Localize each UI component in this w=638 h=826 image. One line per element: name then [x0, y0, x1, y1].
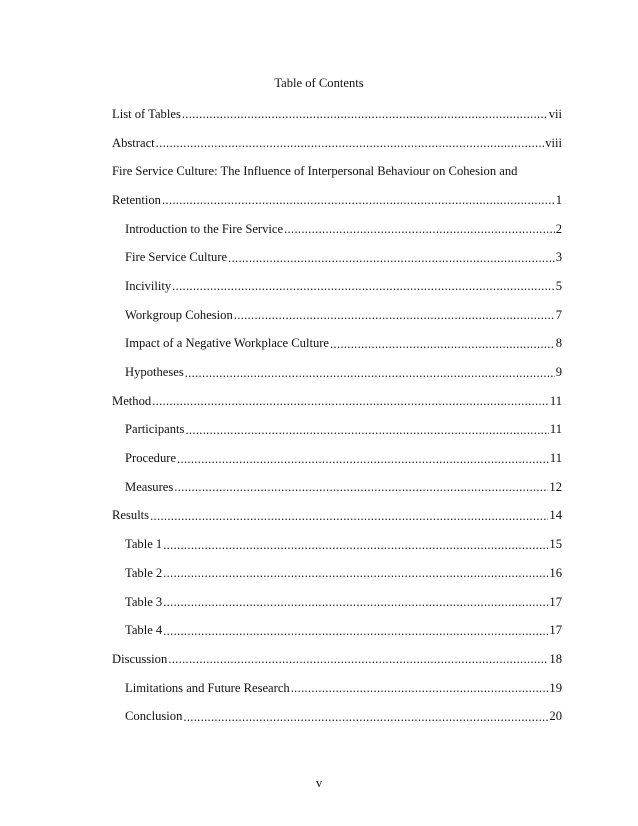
- toc-entry: [112, 129, 562, 158]
- toc-entry-page: 15: [549, 537, 562, 552]
- toc-title: Table of Contents: [274, 76, 364, 90]
- toc-entry-page: 3: [555, 250, 562, 265]
- dot-leader: [234, 307, 555, 323]
- toc-entry: [112, 674, 562, 703]
- toc-entry-label: Hypotheses: [125, 365, 184, 380]
- toc-entry: [112, 301, 562, 330]
- toc-entry-page: 9: [555, 365, 562, 380]
- toc-entry-label: Method: [112, 393, 152, 408]
- toc-entry: [112, 387, 562, 416]
- toc-entry-page: 11: [549, 451, 562, 466]
- toc-entry-label: Abstract: [112, 135, 155, 150]
- dot-leader: [183, 709, 548, 725]
- dot-leader: [172, 278, 555, 294]
- toc-entry: [112, 530, 562, 559]
- toc-entry-label: Measures: [125, 479, 174, 494]
- toc-entry-page: viii: [545, 135, 562, 150]
- toc-entry-page: 12: [549, 479, 562, 494]
- toc-entry: [112, 702, 562, 731]
- dot-leader: [284, 221, 555, 237]
- toc-entry: [112, 157, 562, 186]
- toc-entry-page: 17: [549, 594, 562, 609]
- dot-leader: [168, 651, 548, 667]
- toc-entry: [112, 502, 562, 531]
- toc-entry: [112, 645, 562, 674]
- toc-entry-page: 2: [555, 221, 562, 236]
- dot-leader: [163, 565, 548, 581]
- toc-entry-label: Introduction to the Fire Service: [125, 221, 284, 236]
- toc-entry-label: Fire Service Culture: [125, 250, 228, 265]
- toc-entry: [112, 444, 562, 473]
- toc-entry-label: Conclusion: [125, 709, 183, 724]
- toc-entry: [112, 272, 562, 301]
- toc-entry-page: 20: [549, 709, 562, 724]
- toc-entry: [112, 416, 562, 445]
- toc-entry-page: 17: [549, 623, 562, 638]
- toc-entry-label: Table 2: [125, 565, 163, 580]
- toc-entry: [112, 215, 562, 244]
- toc-entry-page: 16: [549, 565, 562, 580]
- toc-entry-page: 14: [549, 508, 562, 523]
- toc-entry-page: vii: [548, 106, 562, 121]
- dot-leader: [150, 508, 548, 524]
- toc-entry-label: Procedure: [125, 451, 177, 466]
- toc-entry-page: 11: [549, 393, 562, 408]
- toc-entry-label: Limitations and Future Research: [125, 680, 290, 695]
- toc-entry: [112, 100, 562, 129]
- toc-entry-page: 19: [549, 680, 562, 695]
- toc-entry-label: Impact of a Negative Workplace Culture: [125, 336, 330, 351]
- page-number: v: [315, 776, 323, 790]
- toc-entry-page: 11: [549, 422, 562, 437]
- dot-leader: [185, 365, 555, 381]
- dot-leader: [291, 680, 549, 696]
- toc-entry-page: 18: [549, 651, 562, 666]
- toc-entry: [112, 358, 562, 387]
- toc-entry-page: 8: [555, 336, 562, 351]
- dot-leader: [177, 451, 549, 467]
- dot-leader: [162, 192, 555, 208]
- dot-leader: [156, 135, 545, 151]
- dot-leader: [174, 479, 548, 495]
- toc-entry-label: Workgroup Cohesion: [125, 307, 233, 322]
- dot-leader: [163, 594, 548, 610]
- toc-entry-label: Results: [112, 508, 150, 523]
- toc-entry-label: Discussion: [112, 651, 168, 666]
- toc-entry-label: Fire Service Culture: The Influence of Interpersonal Behaviour on Cohesion and: [112, 164, 518, 179]
- toc-entry-label: Table 4: [125, 623, 163, 638]
- toc-entry: [112, 559, 562, 588]
- dot-leader: [185, 422, 548, 438]
- dot-leader: [182, 106, 548, 122]
- toc-entry-label: Incivility: [125, 278, 172, 293]
- toc-entry: [112, 588, 562, 617]
- toc-entry-label: Table 1: [125, 537, 163, 552]
- dot-leader: [163, 537, 548, 553]
- toc-entry: [112, 473, 562, 502]
- toc-list: [112, 100, 562, 731]
- dot-leader: [152, 393, 549, 409]
- dot-leader: [330, 336, 555, 352]
- toc-entry-page: 5: [555, 278, 562, 293]
- toc-entry-label: List of Tables: [112, 106, 181, 121]
- toc-entry-page: 1: [555, 192, 562, 207]
- toc-entry-label: Retention: [112, 192, 161, 207]
- toc-entry: [112, 616, 562, 645]
- dot-leader: [228, 250, 555, 266]
- dot-leader: [163, 623, 548, 639]
- toc-entry-label: Participants: [125, 422, 185, 437]
- toc-entry: [112, 330, 562, 359]
- toc-entry-label: Table 3: [125, 594, 163, 609]
- toc-entry: [112, 186, 562, 215]
- toc-entry-page: 7: [555, 307, 562, 322]
- toc-entry: [112, 243, 562, 272]
